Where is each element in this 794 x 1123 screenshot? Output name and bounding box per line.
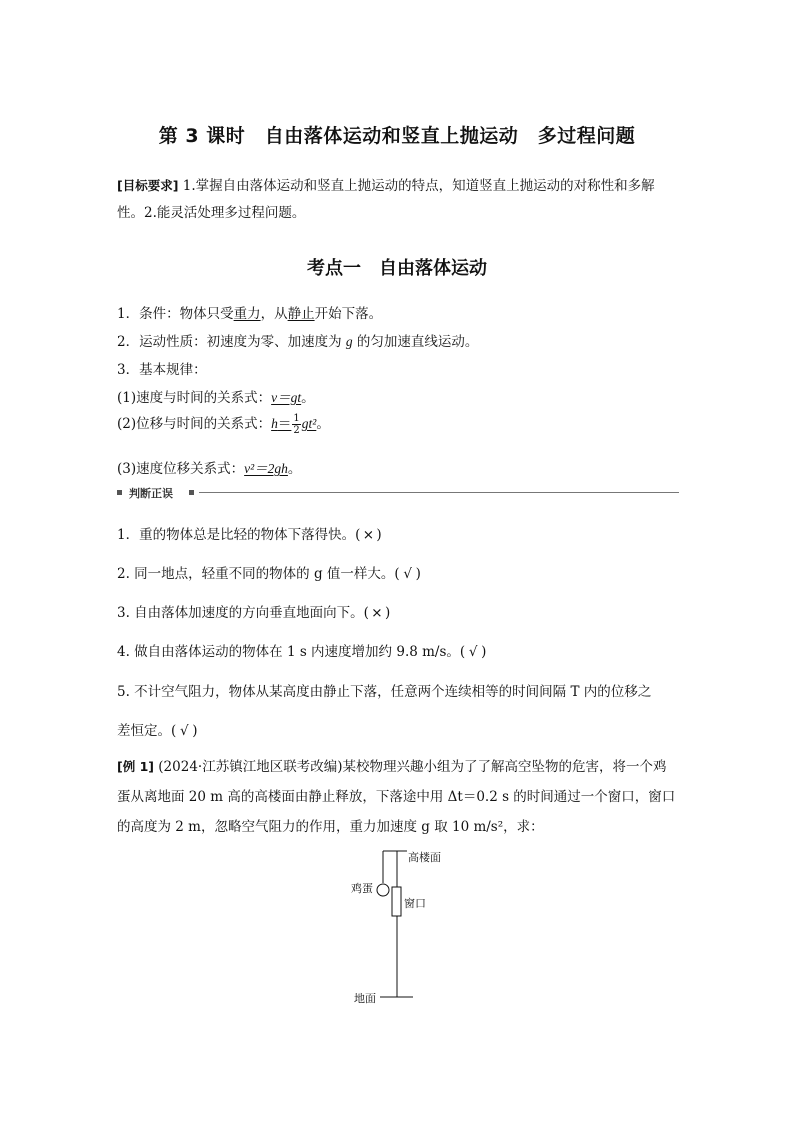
- formula-v2-2gh: v²＝2gh: [244, 461, 288, 476]
- learning-goals: [117, 172, 679, 227]
- formula-h: h: [271, 416, 278, 431]
- cross-mark-icon: ×: [371, 605, 383, 621]
- judge-item: 2. 同一地点，轻重不同的物体的 g 值一样大。( √ ): [117, 566, 421, 582]
- square-bullet-icon: [117, 490, 122, 495]
- square-bullet-icon: [189, 490, 194, 495]
- page-title: 第 3 课时 自由落体运动和竖直上抛运动 多过程问题: [158, 125, 636, 147]
- cross-mark-icon: ×: [362, 527, 375, 543]
- label-egg: 鸡蛋: [351, 882, 373, 895]
- judge-item: 5. 不计空气阻力，物体从某高度由静止下落，任意两个连续相等的时间间隔 T 内的位移之: [117, 684, 652, 700]
- answer-gravity: 重力: [233, 306, 261, 322]
- falling-egg-diagram: [340, 845, 470, 1005]
- section-title: 考点一 自由落体运动: [307, 258, 487, 279]
- goals-text: 1.掌握自由落体运动和竖直上抛运动的特点，知道竖直上抛运动的对称性和多解性。2.能灵活处理多过程问题。: [117, 178, 655, 221]
- formula-v-gt: v＝gt: [271, 390, 302, 405]
- window-rect: [392, 887, 401, 916]
- example-tag: [例 1]: [117, 759, 154, 774]
- point-condition: 1．条件：物体只受重力，从静止开始下落。: [117, 306, 383, 322]
- divider-line: [199, 492, 679, 493]
- goals-tag: [目标要求]: [117, 178, 179, 193]
- check-mark-icon: √: [468, 644, 478, 660]
- label-building-top: 高楼面: [408, 851, 441, 864]
- law-velocity-time: (1)速度与时间的关系式：v＝gt。: [117, 390, 315, 406]
- example-text: (2024·江苏镇江地区联考改编)某校物理兴趣小组为了了解高空坠物的危害，将一个鸡蛋从离地面 20 m 高的高楼面由静止释放，下落途中用 Δt＝0.2 s 的时间通过一个窗口，窗口的高度为 2 m，忽略空气阻力的作用，重力加速度 g 取 10 m/s²，求：: [117, 759, 676, 835]
- point-motion-nature: 2．运动性质：初速度为零、加速度为 g 的匀加速直线运动。: [117, 334, 479, 350]
- point-basic-laws: 3．基本规律：: [117, 362, 207, 378]
- check-mark-icon: √: [403, 566, 412, 582]
- law-displacement-time: (2)位移与时间的关系式：h＝ $\frac{1}{2}$ gt²。: [117, 413, 330, 436]
- check-mark-icon: √: [179, 723, 189, 739]
- label-window: 窗口: [404, 897, 426, 910]
- judge-item-continued: 差恒定。( √ ): [117, 723, 198, 739]
- judge-item: 1．重的物体总是比轻的物体下落得快。( × ): [117, 527, 382, 543]
- fraction-one-half: $\frac{1}{2}$: [293, 413, 300, 436]
- example-1: [117, 752, 679, 842]
- judge-item: 3. 自由落体加速度的方向垂直地面向下。( × ): [117, 605, 391, 621]
- judge-heading: 判断正误: [129, 487, 173, 500]
- answer-rest: 静止: [287, 306, 315, 322]
- diagram-drawing: [340, 845, 470, 1005]
- law-velocity-displacement: (3)速度位移关系式：v²＝2gh。: [117, 461, 302, 477]
- judge-section-header: [117, 485, 679, 501]
- judge-item: 4. 做自由落体运动的物体在 1 s 内速度增加约 9.8 m/s。( √ ): [117, 644, 487, 660]
- label-ground: 地面: [354, 992, 376, 1005]
- egg-icon: [377, 884, 389, 896]
